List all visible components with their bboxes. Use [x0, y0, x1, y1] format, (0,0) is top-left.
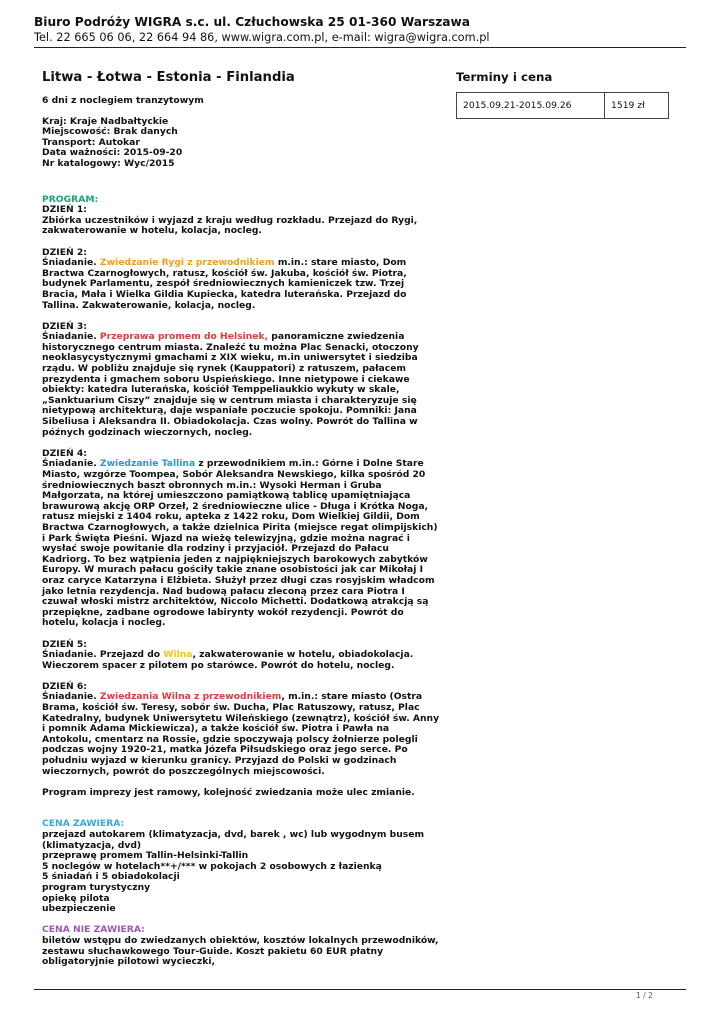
list-item: 5 śniadań i 5 obiadokolacji — [42, 871, 180, 883]
term-dates: 2015.09.21-2015.09.26 — [457, 93, 605, 119]
day-2 — [42, 248, 440, 312]
day-highlight: Zwiedzania Wilna z przewodnikiem — [99, 691, 282, 703]
day-3 — [42, 322, 440, 439]
day-title: DZIEŃ 5: — [42, 638, 87, 650]
meta-transport: Transport: Autokar — [42, 136, 140, 148]
day-title: DZIEŃ 2: — [42, 246, 87, 258]
day-1 — [42, 205, 440, 237]
meta-country: Kraj: Kraje Nadbałtyckie — [42, 115, 169, 127]
day-text: Zbiórka uczestników i wyjazd z kraju według rozkładu. Przejazd do Rygi, zakwaterowanie w hotelu, kolacja, nocleg. — [42, 214, 418, 237]
dates-heading: Terminy i cena — [456, 70, 553, 84]
meta-validity: Data ważności: 2015-09-20 — [42, 147, 183, 159]
day-highlight: Zwiedzanie Rygi z przewodnikiem — [99, 257, 275, 269]
includes-heading: CENA ZAWIERA: — [42, 818, 125, 830]
list-item: program turystyczny — [42, 881, 151, 893]
excludes-heading: CENA NIE ZAWIERA: — [42, 924, 145, 936]
day-title: DZIEŃ 4: — [42, 447, 87, 459]
day-6 — [42, 682, 440, 777]
day-5 — [42, 640, 440, 672]
term-price: 1519 zł — [605, 93, 669, 119]
list-item: opiekę pilota — [42, 892, 110, 904]
day-text-pre: Śniadanie. — [42, 331, 100, 343]
company-contact: Tel. 22 665 06 06, 22 664 94 86, www.wigra.com.pl, e-mail: wigra@wigra.com.pl — [34, 31, 490, 44]
meta-location: Miejscowość: Brak danych — [42, 126, 178, 138]
excludes-text: biletów wstępu do zwiedzanych obiektów, kosztów lokalnych przewodników, zestawu słuchawkowego Tour-Guide. Koszt pakietu 60 EUR płatny obligatoryjnie pilotowi wycieczki, — [42, 934, 439, 968]
day-text-pre: Śniadanie. — [42, 691, 100, 703]
trip-title: Litwa - Łotwa - Estonia - Finlandia — [42, 70, 295, 85]
trip-description — [42, 70, 440, 968]
header-divider — [34, 47, 686, 48]
day-highlight: Przeprawa promem do Helsinek, — [99, 331, 269, 343]
day-text-pre: Śniadanie. — [42, 257, 100, 269]
day-title: DZIEŃ 3: — [42, 320, 87, 332]
dates-and-price — [456, 70, 686, 119]
includes-list — [42, 830, 440, 915]
day-text-post: m.in.: stare miasto, Dom Bractwa Czarnogłowych, ratusz, kościół św. Jakuba, kościół św. Piotra, budynek Parlamentu, zespół średniowiecznych kamieniczek tzw. Trzej Bracia, Mała i Wielka Gildia Kupiecka, katedra luterańska. Przejazd do Tallina. Zakwaterowanie, kolacja, nocleg. — [42, 257, 407, 311]
company-name: Biuro Podróży WIGRA s.c. ul. Człuchowska 25 01-360 Warszawa — [34, 15, 471, 29]
day-text-post: , m.in.: stare miasto (Ostra Brama, kościół św. Teresy, sobór św. Ducha, Plac Ratuszowy, ratusz, Plac Katedralny, budynek Uniwersytetu Wileńskiego (zewnątrz), kościół św. Anny i pomnik Adama Mickiewicza), a także kościół św. Piotra i Pawła na Antokolu, cmentarz na Rossie, gdzie spoczywają polscy żołnierze polegli podczas wojny 1920-21, matka Józefa Piłsudskiego oraz jego serce. Po południu wyjazd w kierunku granicy. Przyjazd do Polski w godzinach wieczornych, powrót do poszczególnych miejscowości. — [42, 691, 440, 777]
day-text-post: z przewodnikiem m.in.: Górne i Dolne Stare Miasto, wzgórze Toompea, Sobór Aleksandra Newskiego, kilka spośród 20 średniowiecznych baszt obronnych m.in.: Wysoki Herman i Gruba Małgorzata, na której umieszczono pamiątkową tablicę upamiętniająca brawurową akcję ORP Orzeł, 2 średniowieczne ulice - Długa i Krótka Noga, ratusz miejski z 1404 roku, apteka z 1422 roku, Dom Wielkiej Gildii, Dom Bractwa Czarnogłowych, a także dzielnica Pirita (miejsce regat olimpijskich) i Park Święta Pieśni. Wjazd na wieżę telewizyjną, gdzie można nagrać i wysłać swoje powitanie dla rodziny i przyjaciół. Przejazd do Pałacu Kadriorg. To bez wątpienia jeden z najpiękniejszych barokowych zabytków Europy. W murach pałacu gościły takie znane osobistości jak car Mikołaj I oraz caryce Katarzyna i Elżbieta. Służył przez długi czas rosyjskim władcom jako letnia rezydencja. Nad budową pałacu zleconą przez cara Piotra I czuwał włoski mistrz architektów, Niccolo Michetti. Dodatkową atrakcją są przepiękne, zadbane ogrodowe labirynty wokół rezydencji. Powrót do hotelu, kolacja i nocleg. — [42, 458, 438, 629]
meta-catalog: Nr katalogowy: Wyc/2015 — [42, 157, 175, 169]
day-text-pre: Śniadanie. Przejazd do — [42, 649, 164, 661]
day-highlight: Wilna — [163, 649, 193, 661]
day-title: DZIEŃ 6: — [42, 680, 87, 692]
day-title: DZIEŃ 1: — [42, 204, 87, 216]
letterhead — [34, 15, 694, 45]
trip-meta — [42, 117, 440, 170]
day-text-post: panoramiczne zwiedzenia historycznego centrum miasta. Znaleźć tu można Plac Senacki, otoczony neoklasycystycznymi gmachami z XIX wieku, m.in uniwersytet i siedziba rządu. W pobliżu znajduje się rynek (Kauppatori) z ratuszem, pałacem prezydenta i gmachem soboru Uspieńskiego. Inne nietypowe i ciekawe obiekty: katedra luterańska, kościół Temppeliaukkio wykuty w skale, „Sanktuarium Ciszy” znajduje się w centrum miasta i charakteryzuje się nietypową architekturą, daje wspaniałe poczucie spokoju. Pomniki: Jana Sibeliusa i Aleksandra II. Obiadokolacja. Czas wolny. Powrót do Tallina w późnych godzinach wieczornych, nocleg. — [42, 331, 419, 438]
day-text-post: , zakwaterowanie w hotelu, obiadokolacja. Wieczorem spacer z pilotem po starówce. Powrót do hotelu, nocleg. — [42, 649, 414, 671]
list-item: przejazd autokarem (klimatyzacja, dvd, barek , wc) lub wygodnym busem (klimatyzacja, dvd) — [42, 829, 425, 851]
program-note: Program imprezy jest ramowy, kolejność zwiedzania może ulec zmianie. — [42, 786, 415, 798]
day-highlight: Zwiedzanie Tallina — [99, 458, 196, 470]
table-row — [457, 93, 669, 119]
list-item: przeprawę promem Tallin-Helsinki-Tallin — [42, 850, 249, 862]
page-number: 1 / 2 — [636, 991, 653, 1000]
trip-subtitle: 6 dni z noclegiem tranzytowym — [42, 95, 204, 106]
day-text-pre: Śniadanie. — [42, 458, 100, 470]
price-table — [456, 92, 669, 119]
day-4 — [42, 449, 440, 629]
list-item: 5 noclegów w hotelach**+/*** w pokojach 2 osobowych z łazienką — [42, 860, 382, 872]
footer-divider — [34, 989, 686, 990]
list-item: ubezpieczenie — [42, 903, 116, 915]
program-heading: PROGRAM: — [42, 193, 99, 205]
